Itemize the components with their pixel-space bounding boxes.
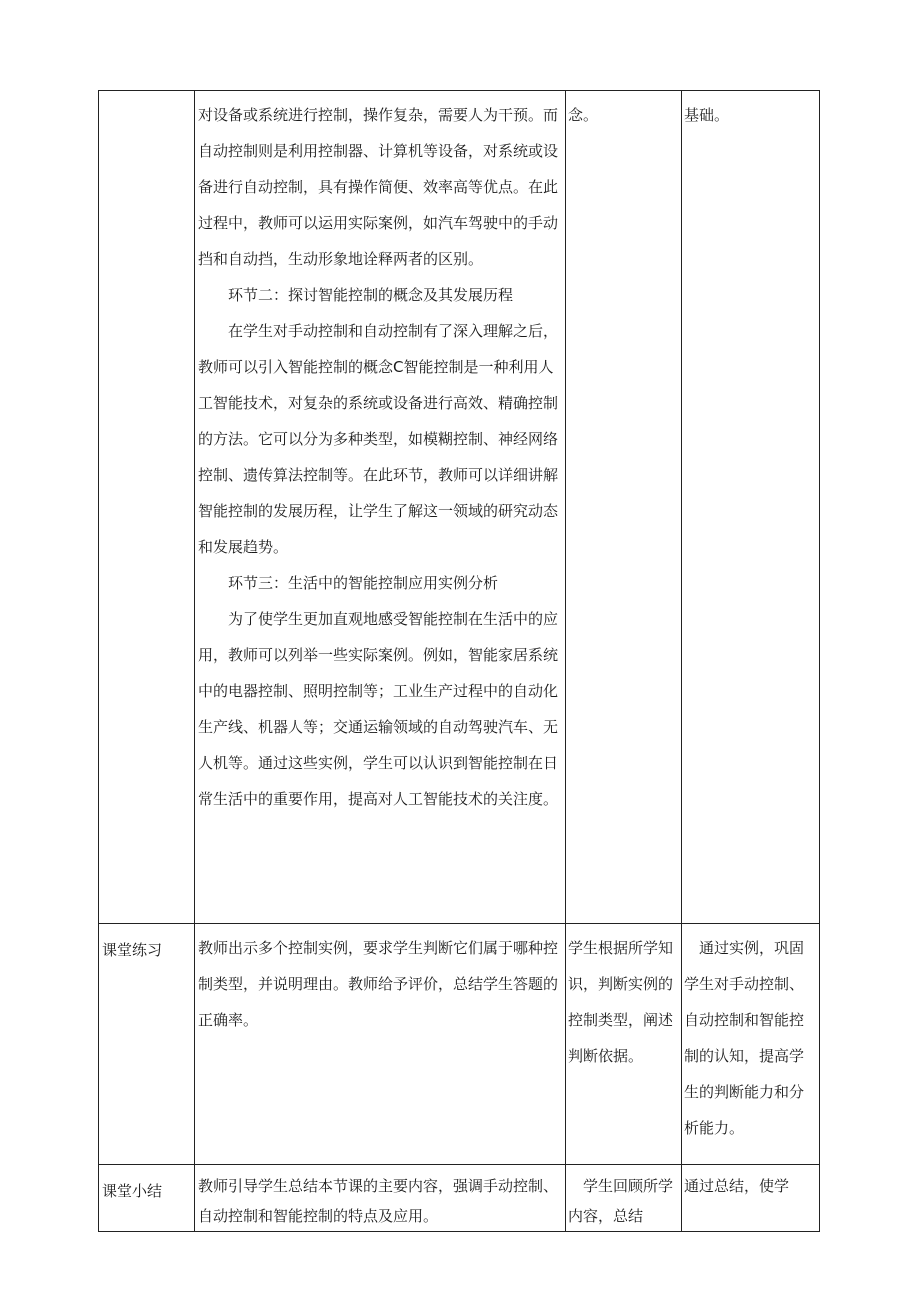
section-label-cell — [99, 1165, 195, 1232]
table-row — [99, 91, 820, 924]
content-paragraph: 为了使学生更加直观地感受智能控制在生活中的应用，教师可以列举一些实际案例。例如，智能家居系统中的电器控制、照明控制等；工业生产过程中的自动化生产线、机器人等；交通运输领域的自动驾驶汽车、无人机等。通过这些实例，学生可以认识到智能控制在日常生活中的重要作用，提高对人工智能技术的关注度。 — [198, 610, 559, 808]
design-intent-cell — [682, 91, 820, 924]
teaching-content-cell — [195, 91, 566, 924]
design-intent-text: 基础。 — [684, 106, 730, 124]
section-label-cell — [99, 91, 195, 924]
student-activity-cell — [566, 91, 682, 924]
content-paragraph: 对设备或系统进行控制，操作复杂，需要人为干预。而自动控制则是利用控制器、计算机等设备，对系统或设备进行自动控制，具有操作简便、效率高等优点。在此过程中，教师可以运用实际案例，如汽车驾驶中的手动挡和自动挡，生动形象地诠释两者的区别。 — [198, 106, 559, 268]
table-row — [99, 924, 820, 1165]
content-paragraph: 教师出示多个控制实例，要求学生判断它们属于哪种控制类型，并说明理由。教师给予评价，总结学生答题的正确率。 — [198, 939, 559, 1029]
step-heading: 环节三：生活中的智能控制应用实例分析 — [228, 574, 499, 592]
student-activity-cell — [566, 1165, 682, 1232]
section-label: 课堂练习 — [102, 941, 163, 959]
section-label — [99, 91, 194, 99]
design-intent-text: 通过实例，巩固学生对手动控制、自动控制和智能控制的认知，提高学生的判断能力和分析能力。 — [684, 939, 805, 1137]
section-label-cell — [99, 924, 195, 1165]
table-row — [99, 1165, 820, 1232]
content-paragraph: 教师引导学生总结本节课的主要内容，强调手动控制、自动控制和智能控制的特点及应用。 — [198, 1177, 559, 1225]
student-activity-text: 学生回顾所学内容，总结 — [568, 1177, 674, 1225]
student-activity-text: 念。 — [568, 106, 599, 124]
lesson-plan-table — [98, 90, 820, 1232]
step-heading: 环节二：探讨智能控制的概念及其发展历程 — [228, 286, 514, 304]
design-intent-cell — [682, 924, 820, 1165]
section-label: 课堂小结 — [102, 1182, 163, 1200]
student-activity-text: 学生根据所学知识，判断实例的控制类型，阐述判断依据。 — [568, 939, 674, 1065]
teaching-content-cell — [195, 1165, 566, 1232]
design-intent-text: 通过总结，使学 — [684, 1177, 790, 1195]
content-paragraph: 在学生对手动控制和自动控制有了深入理解之后，教师可以引入智能控制的概念C智能控制是一种利用人工智能技术，对复杂的系统或设备进行高效、精确控制的方法。它可以分为多种类型，如模糊控制、神经网络控制、遗传算法控制等。在此环节，教师可以详细讲解智能控制的发展历程，让学生了解这一领域的研究动态和发展趋势。 — [198, 322, 559, 556]
student-activity-cell — [566, 924, 682, 1165]
teaching-content-cell — [195, 924, 566, 1165]
design-intent-cell — [682, 1165, 820, 1232]
